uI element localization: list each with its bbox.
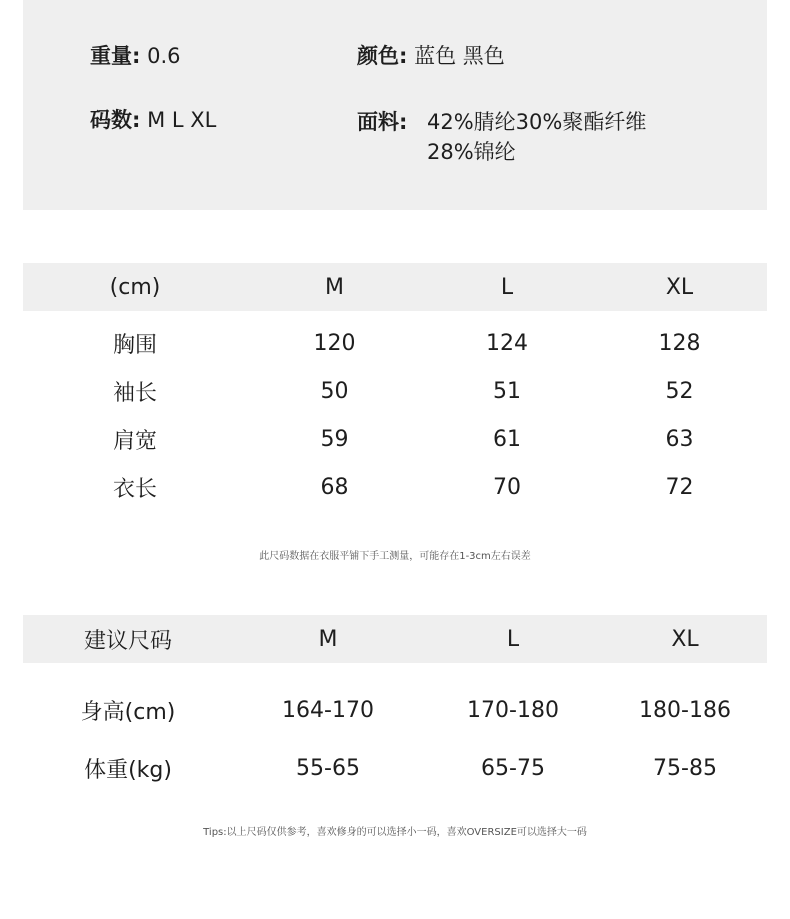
- table-cell: 128: [658, 330, 701, 356]
- row-label: 身高(cm): [80, 699, 176, 725]
- color-label: 颜色:: [357, 44, 408, 68]
- recommendation-table-header: [23, 615, 767, 663]
- row-label: 衣长: [112, 476, 157, 502]
- measurement-table: [23, 263, 767, 511]
- table-row: [23, 463, 767, 511]
- size-tips-note: Tips:以上尺码仅供参考，喜欢修身的可以选择小一码，喜欢OVERSIZE可以选择大一码: [203, 827, 587, 838]
- color-info: [357, 41, 505, 71]
- table-row: [23, 319, 767, 367]
- header-cell: M: [318, 626, 338, 652]
- table-row: [23, 739, 767, 797]
- header-cell: M: [325, 274, 344, 300]
- fabric-value-line1: 42%腈纶30%聚酯纤维: [427, 110, 647, 134]
- table-cell: 72: [665, 474, 694, 500]
- header-cell: XL: [671, 626, 699, 652]
- size-value: M L XL: [147, 108, 217, 132]
- measurement-table-header: [23, 263, 767, 311]
- weight-value: 0.6: [147, 44, 181, 68]
- row-label: 肩宽: [112, 428, 157, 454]
- weight-info: [90, 41, 181, 71]
- table-cell: 61: [493, 426, 521, 452]
- header-cell: L: [500, 274, 514, 300]
- row-label: 体重(kg): [84, 757, 172, 783]
- table-cell: 65-75: [481, 755, 545, 781]
- table-cell: 59: [320, 426, 349, 452]
- table-row: [23, 681, 767, 739]
- header-cell: XL: [665, 274, 694, 300]
- table-cell: 124: [486, 330, 528, 356]
- fabric-value-line2: 28%锦纶: [427, 140, 516, 164]
- table-cell: 170-180: [467, 697, 559, 723]
- table-cell: 75-85: [653, 755, 717, 781]
- table-cell: 70: [493, 474, 521, 500]
- table-cell: 55-65: [296, 755, 360, 781]
- weight-label: 重量:: [90, 44, 141, 68]
- measurement-note: 此尺码数据在衣服平铺下手工测量，可能存在1-3cm左右误差: [259, 551, 531, 562]
- fabric-info: [357, 107, 407, 137]
- table-row: [23, 367, 767, 415]
- header-cell: 建议尺码: [83, 628, 172, 654]
- table-cell: 51: [493, 378, 521, 404]
- header-cell: L: [506, 626, 520, 652]
- table-cell: 52: [665, 378, 694, 404]
- fabric-label: 面料:: [357, 110, 408, 134]
- header-cell: (cm): [109, 274, 161, 300]
- row-label: 袖长: [112, 380, 157, 406]
- size-recommendation-table: [23, 615, 767, 797]
- table-cell: 68: [320, 474, 349, 500]
- size-label: 码数:: [90, 108, 141, 132]
- table-cell: 50: [320, 378, 349, 404]
- fabric-value: [427, 107, 687, 167]
- size-info: [90, 105, 216, 135]
- table-cell: 63: [665, 426, 694, 452]
- table-cell: 120: [313, 330, 356, 356]
- table-row: [23, 415, 767, 463]
- color-value: 蓝色 黑色: [414, 44, 505, 68]
- row-label: 胸围: [112, 332, 157, 358]
- table-cell: 164-170: [282, 697, 374, 723]
- table-cell: 180-186: [639, 697, 731, 723]
